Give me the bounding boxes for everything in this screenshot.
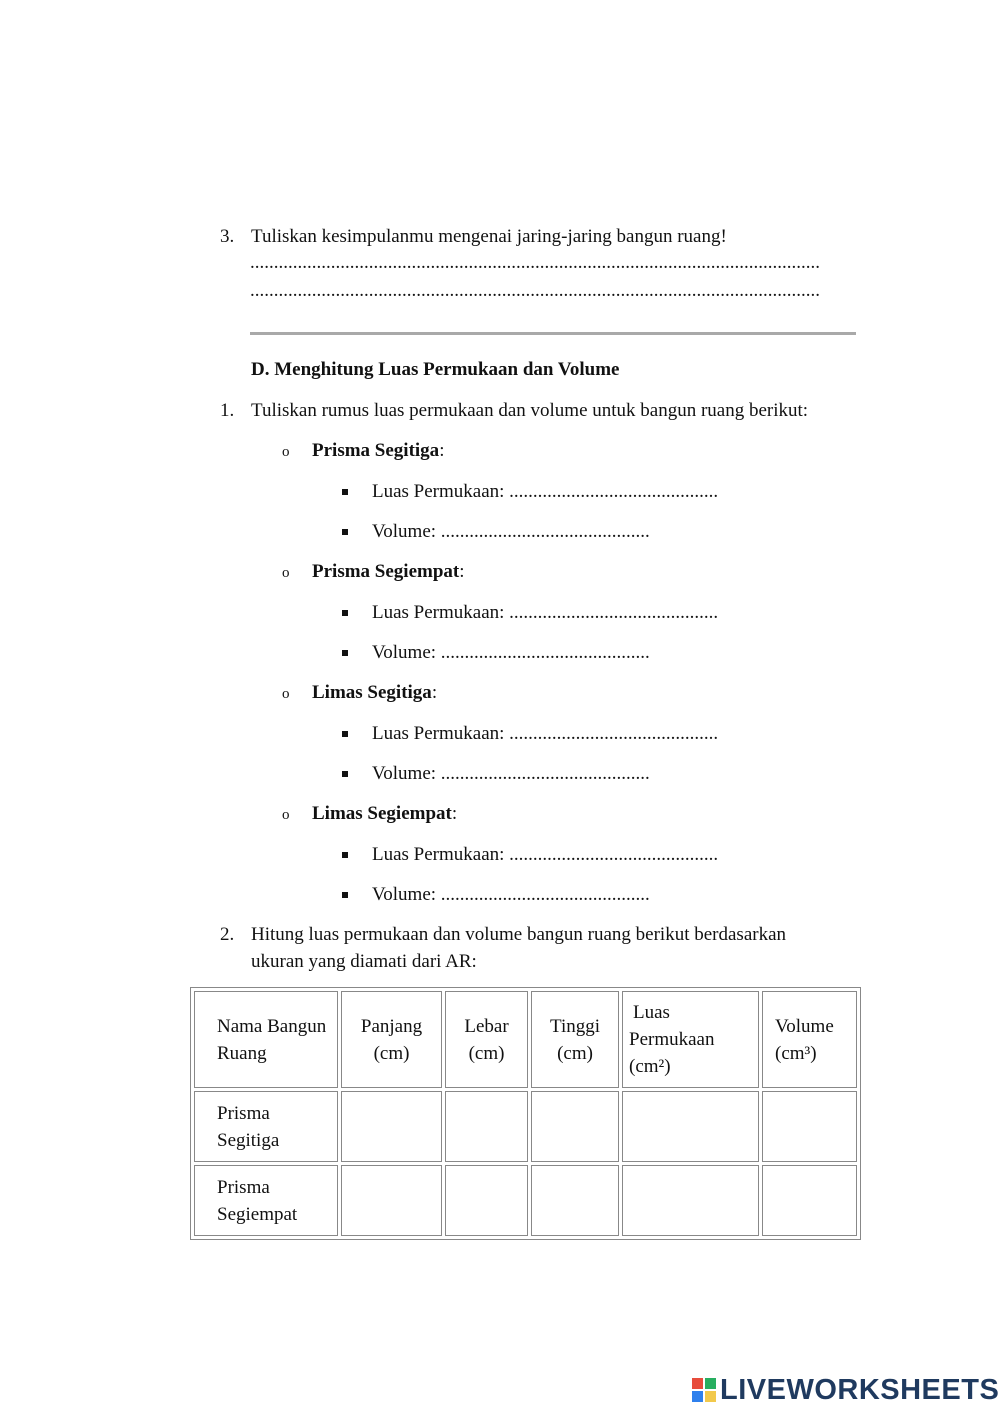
shape-colon: : [459, 561, 465, 582]
shape-name: Limas Segitiga [312, 682, 432, 703]
header-lebar [445, 991, 528, 1088]
square-bullet-icon [342, 892, 348, 898]
cell-panjang-input[interactable] [341, 1165, 442, 1236]
circle-bullet-icon: o [282, 444, 290, 460]
square-bullet-icon [342, 731, 348, 737]
liveworksheets-text: LIVEWORKSHEETS [720, 1373, 999, 1406]
header-line: (cm) [468, 1042, 505, 1064]
circle-bullet-icon: o [282, 565, 290, 581]
question-2-line-1: Hitung luas permukaan dan volume bangun ruang berikut berdasarkan [251, 924, 787, 945]
row-label-prisma-segiempat [194, 1165, 338, 1236]
shape-name: Limas Segiempat [312, 803, 452, 824]
header-line: Volume [775, 1015, 834, 1037]
shape-colon: : [439, 440, 445, 461]
header-line: Nama Bangun [217, 1015, 327, 1037]
question-1-number: 1. [220, 400, 235, 421]
shape-label [312, 440, 444, 462]
header-line: Lebar [464, 1015, 509, 1037]
table-header-row [194, 991, 857, 1088]
answer-dots-line-1[interactable]: ........................................................................................................................ [250, 252, 820, 273]
header-panjang [341, 991, 442, 1088]
volume-field[interactable]: Volume: ............................................ [372, 763, 650, 784]
square-bullet-icon [342, 489, 348, 495]
square-bullet-icon [342, 610, 348, 616]
circle-bullet-icon: o [282, 686, 290, 702]
table-row [194, 1091, 857, 1162]
volume-field[interactable]: Volume: ............................................ [372, 884, 650, 905]
luas-permukaan-field[interactable]: Luas Permukaan: ............................................ [372, 602, 719, 623]
shape-name: Prisma Segitiga [312, 440, 440, 461]
header-line: Luas [633, 1002, 670, 1024]
cell-luas-input[interactable] [622, 1091, 759, 1162]
section-d-heading: D. Menghitung Luas Permukaan dan Volume [251, 359, 620, 380]
cell-lebar-input[interactable] [445, 1165, 528, 1236]
header-line: Permukaan [629, 1029, 715, 1051]
circle-bullet-icon: o [282, 807, 290, 823]
luas-permukaan-field[interactable]: Luas Permukaan: ............................................ [372, 481, 719, 502]
square-bullet-icon [342, 852, 348, 858]
header-line: Ruang [217, 1042, 267, 1064]
row-label-prisma-segitiga [194, 1091, 338, 1162]
header-line: Tinggi [550, 1015, 600, 1037]
question-2-line-2: ukuran yang diamati dari AR: [251, 951, 477, 972]
question-2-number: 2. [220, 924, 235, 945]
header-line: Panjang [360, 1015, 423, 1037]
shape-label [312, 561, 465, 583]
logo-square [705, 1391, 716, 1402]
row-label-line: Segitiga [217, 1129, 280, 1151]
cell-luas-input[interactable] [622, 1165, 759, 1236]
answer-dots-line-2[interactable]: ........................................................................................................................ [250, 280, 820, 301]
liveworksheets-logo[interactable] [692, 1370, 999, 1410]
header-line: (cm³) [775, 1042, 817, 1064]
header-volume [762, 991, 857, 1088]
square-bullet-icon [342, 650, 348, 656]
header-line: (cm) [557, 1042, 593, 1064]
header-line: (cm) [373, 1042, 410, 1064]
question-3-text: Tuliskan kesimpulanmu mengenai jaring-jaring bangun ruang! [251, 226, 727, 247]
square-bullet-icon [342, 771, 348, 777]
shape-label [312, 682, 437, 704]
section-divider [250, 332, 856, 335]
cell-panjang-input[interactable] [341, 1091, 442, 1162]
liveworksheets-icon [692, 1378, 716, 1402]
question-3-number: 3. [220, 226, 235, 247]
cell-tinggi-input[interactable] [531, 1091, 619, 1162]
logo-square [705, 1378, 716, 1389]
shape-label [312, 803, 457, 825]
row-label-line: Segiempat [217, 1203, 298, 1225]
logo-square [692, 1391, 703, 1402]
cell-volume-input[interactable] [762, 1091, 857, 1162]
measurement-table [190, 987, 861, 1240]
square-bullet-icon [342, 529, 348, 535]
shape-colon: : [431, 682, 438, 703]
row-label-line: Prisma [217, 1102, 270, 1124]
question-1-text: Tuliskan rumus luas permukaan dan volume untuk bangun ruang berikut: [251, 400, 809, 421]
cell-volume-input[interactable] [762, 1165, 857, 1236]
header-tinggi [531, 991, 619, 1088]
volume-field[interactable]: Volume: ............................................ [372, 642, 650, 663]
header-line: (cm²) [629, 1056, 671, 1078]
volume-field[interactable]: Volume: ............................................ [372, 521, 650, 542]
row-label-line: Prisma [217, 1176, 270, 1198]
shape-name: Prisma Segiempat [312, 561, 460, 582]
cell-tinggi-input[interactable] [531, 1165, 619, 1236]
cell-lebar-input[interactable] [445, 1091, 528, 1162]
header-luas-permukaan [622, 991, 759, 1088]
luas-permukaan-field[interactable]: Luas Permukaan: ............................................ [372, 844, 719, 865]
luas-permukaan-field[interactable]: Luas Permukaan: ............................................ [372, 723, 719, 744]
logo-square [692, 1378, 703, 1389]
header-nama-bangun-ruang [194, 991, 338, 1088]
shape-colon: : [451, 803, 458, 824]
table-row [194, 1165, 857, 1236]
